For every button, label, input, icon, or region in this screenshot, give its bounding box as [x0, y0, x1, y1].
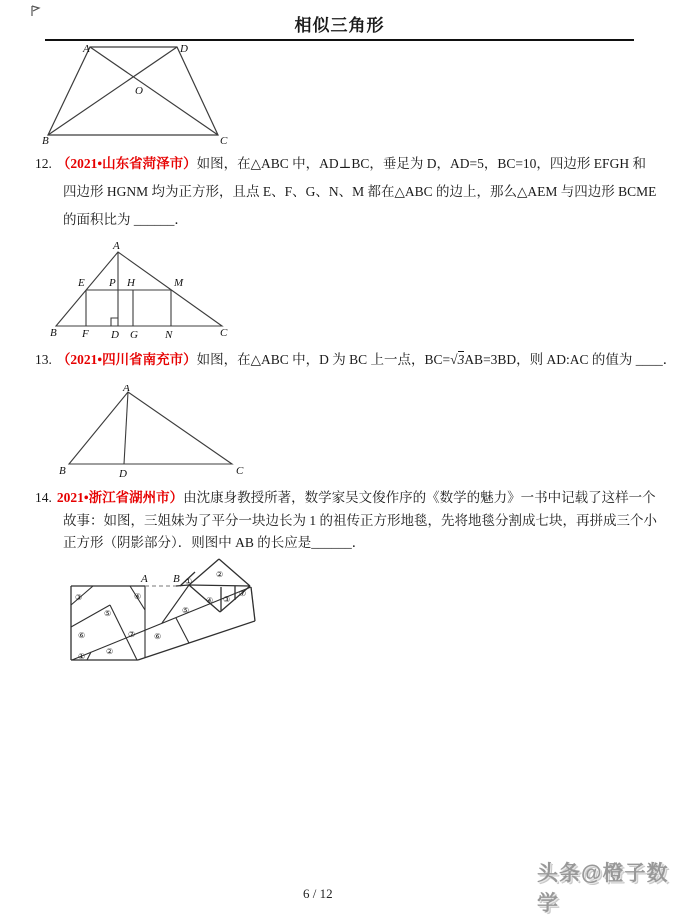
question-12-line-1 [35, 150, 675, 178]
radicand: 3 [457, 352, 465, 367]
question-12-text-3: 的面积比为 ______． [63, 212, 188, 227]
figure-triangle-cevian [55, 385, 245, 480]
vertex-label-b: B [42, 135, 49, 146]
piece-number: ① [185, 577, 193, 586]
point-label-h: H [127, 277, 135, 289]
question-14-number: 14. [35, 490, 52, 505]
vertex-label-d: D [180, 43, 188, 55]
question-14-line-2 [35, 510, 675, 533]
question-12-line-2 [35, 178, 675, 206]
page-number: 6 / 12 [303, 886, 333, 901]
point-label-n: N [165, 329, 173, 341]
point-label-m: M [174, 277, 184, 289]
question-12-number: 12. [35, 156, 52, 171]
question-13-source-tag: （2021•四川省南充市） [56, 352, 197, 367]
piece-number: ② [106, 647, 114, 656]
question-12-text-1: 如图，在△ABC 中，AD⊥BC，垂足为 D，AD=5，BC=10，四边形 EFGH 和 [196, 156, 646, 171]
piece-number: ⑤ [104, 609, 112, 618]
piece-number: ⑦ [239, 589, 247, 598]
vertex-label-b: B [50, 327, 57, 339]
figure-carpet-dissection [58, 555, 320, 681]
piece-number: ⑥ [78, 631, 86, 640]
piece-number: ④ [134, 592, 142, 601]
question-12-source-tag: （2021•山东省菏泽市） [56, 156, 197, 171]
point-label-p: P [109, 277, 116, 289]
question-14-text-1: 由沈康身教授所著，数学家吴文俊作序的《数学的魅力》一书中记载了这样一个 [183, 490, 656, 505]
point-label-f: F [82, 328, 89, 340]
vertex-label-a: A [113, 240, 120, 252]
piece-number: ⑥ [154, 632, 162, 641]
question-13-number: 13. [35, 352, 52, 367]
piece-number: ⑤ [182, 606, 190, 615]
watermark: 头条@橙子数学 [537, 862, 669, 915]
point-label-e: E [78, 277, 85, 289]
point-label-o: O [135, 85, 143, 97]
question-14-line-1 [35, 487, 675, 510]
question-14-line-3 [35, 532, 675, 555]
question-13-line [35, 346, 675, 374]
radical-sign: √ [450, 352, 458, 367]
piece-number: ③ [223, 595, 231, 604]
figure-trapezoid-abcd [42, 42, 232, 146]
vertex-label-c: C [236, 465, 244, 477]
point-label-d: D [119, 468, 127, 480]
point-label-d: D [111, 329, 119, 341]
vertex-label-a: A [83, 43, 90, 55]
question-12-text-2: 四边形 HGNM 均为正方形，且点 E、F、G、N、M 都在△ABC 的边上，那么△AEM 与四边形 BCME [63, 184, 657, 199]
question-14-source-tag: 2021•浙江省湖州市） [56, 490, 184, 505]
piece-number: ④ [206, 596, 214, 605]
question-14-text-2: 故事：如图，三姐妹为了平分一块边长为 1 的祖传正方形地毯，先将地毯分割成七块，再拼成三个小 [63, 512, 657, 528]
piece-number: ① [78, 652, 86, 661]
figure-triangle-with-squares [50, 240, 235, 344]
page-title: 相似三角形 [294, 16, 385, 35]
piece-number: ⑦ [128, 630, 136, 639]
piece-number: ② [216, 570, 224, 579]
vertex-label-a: A [123, 385, 130, 394]
vertex-label-c: C [220, 135, 228, 146]
question-14 [35, 487, 675, 555]
point-label-b: B [173, 573, 180, 585]
question-13-text-pre: 如图，在△ABC 中，D 为 BC 上一点，BC= [196, 352, 451, 367]
question-13-text-post: AB=3BD，则 AD:AC 的值为 ____． [464, 352, 677, 367]
piece-number: ③ [75, 593, 83, 602]
question-14-text-3: 正方形（阴影部分）．则图中 AB 的长应是______． [63, 535, 366, 550]
question-12-line-3 [35, 206, 675, 234]
point-label-a: A [141, 573, 148, 585]
vertex-label-c: C [220, 327, 228, 339]
title-rule [45, 39, 634, 41]
question-13 [35, 346, 675, 374]
point-label-g: G [130, 329, 138, 341]
vertex-label-b: B [59, 465, 66, 477]
question-12 [35, 150, 675, 234]
